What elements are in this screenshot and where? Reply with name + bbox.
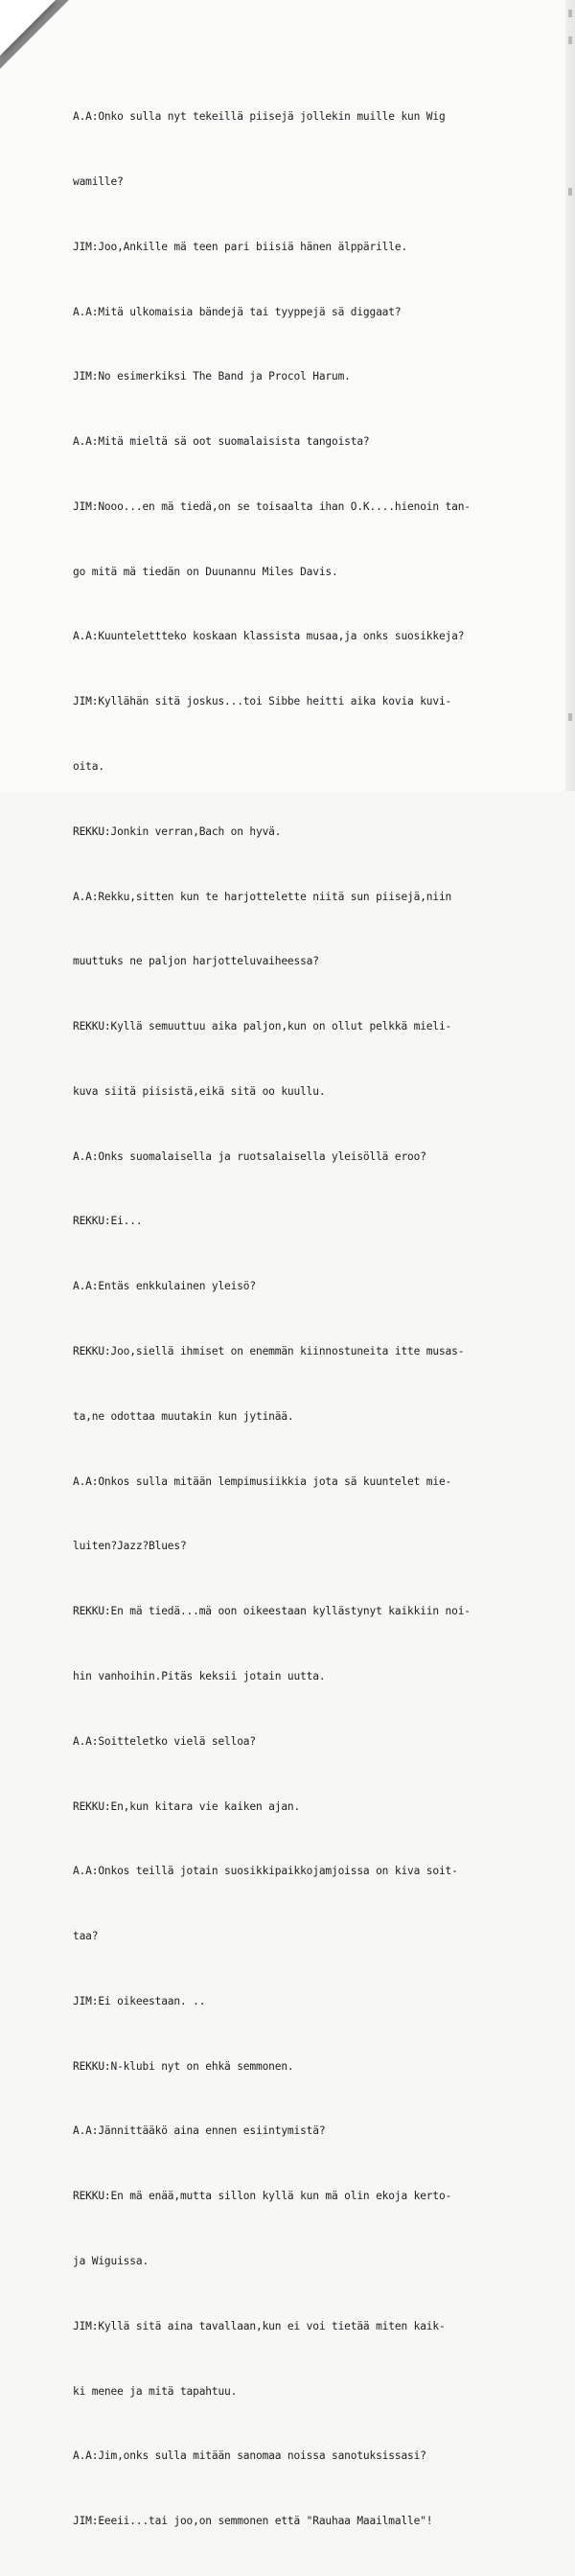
transcript-line: A.A:Mitä ulkomaisia bändejä tai tyyppejä sä diggaat?: [73, 305, 402, 318]
folded-corner: [0, 0, 56, 56]
transcript-line: hin vanhoihin.Pitäs keksii jotain uutta.: [73, 1669, 326, 1683]
transcript-line: REKKU:En,kun kitara vie kaiken ajan.: [73, 1799, 301, 1813]
transcript-line: REKKU:Jonkin verran,Bach on hyvä.: [73, 824, 282, 838]
transcript-line: A.A:Onks suomalaisella ja ruotsalaisella yleisöllä eroo?: [73, 1149, 426, 1163]
transcript-line: oita.: [73, 760, 104, 773]
edge-mark: [568, 36, 572, 44]
transcript-line: JIM:Ei oikeestaan. ..: [73, 1994, 206, 2007]
transcript-line: REKKU:Joo,siellä ihmiset on enemmän kiinnostuneita itte musas-: [73, 1345, 465, 1358]
edge-mark: [568, 713, 572, 721]
transcript-line: A.A:Entäs enkkulainen yleisö?: [73, 1280, 256, 1293]
transcript-line: REKKU:N-klubi nyt on ehkä semmonen.: [73, 2059, 294, 2073]
transcript-line: ta,ne odottaa muutakin kun jytinää.: [73, 1409, 294, 1423]
transcript-line: muuttuks ne paljon harjotteluvaiheessa?: [73, 955, 319, 968]
transcript-line: A.A:Kuuntelettteko koskaan klassista musaa,ja onks suosikkeja?: [73, 630, 465, 643]
transcript-line: A.A:Onkos teillä jotain suosikkipaikkojamjoissa on kiva soit-: [73, 1865, 458, 1878]
transcript-line: REKKU:En mä enää,mutta sillon kyllä kun mä olin ekoja kerto-: [73, 2190, 452, 2203]
transcript-line: A.A:Mitä mieltä sä oot suomalaisista tangoista?: [73, 435, 370, 449]
transcript-line: JIM:No esimerkiksi The Band ja Procol Harum.: [73, 370, 351, 383]
transcript-line: JIM:Kyllähän sitä joskus...toi Sibbe heitti aika kovia kuvi-: [73, 695, 452, 708]
transcript-line: taa?: [73, 1930, 99, 1943]
page-right-edge: [565, 0, 575, 791]
transcript-line: JIM:Nooo...en mä tiedä,on se toisaalta ihan O.K....hienoin tan-: [73, 499, 471, 513]
transcript-line: JIM:Joo,Ankille mä teen pari biisiä hänen älppärille.: [73, 240, 408, 253]
transcript-line: go mitä mä tiedän on Duunannu Miles Davis.: [73, 565, 338, 578]
transcript-line: A.A:Onko sulla nyt tekeillä piisejä jollekin muille kun Wig: [73, 110, 446, 124]
transcript-line: REKKU:Kyllä semuuttuu aika paljon,kun on ollut pelkkä mieli-: [73, 1020, 452, 1033]
transcript-line: wamille?: [73, 174, 124, 188]
interview-transcript: [73, 63, 523, 2576]
transcript-line: ki menee ja mitä tapahtuu.: [73, 2384, 238, 2398]
transcript-line: REKKU:En mä tiedä...mä oon oikeestaan kyllästynyt kaikkiin noi-: [73, 1605, 471, 1618]
edge-mark: [568, 188, 572, 196]
transcript-line: kuva siitä piisistä,eikä sitä oo kuullu.: [73, 1084, 326, 1098]
transcript-line: A.A:Rekku,sitten kun te harjottelette niitä sun piisejä,niin: [73, 890, 452, 903]
transcript-line: A.A:Soitteletko vielä selloa?: [73, 1734, 256, 1748]
transcript-line: ja Wiguissa.: [73, 2254, 150, 2267]
transcript-line: A.A:Jim,onks sulla mitään sanomaa noissa sanotuksissasi?: [73, 2449, 426, 2463]
transcript-line: REKKU:Ei...: [73, 1215, 143, 1228]
transcript-line: luiten?Jazz?Blues?: [73, 1540, 187, 1553]
transcript-line: JIM:Kyllä sitä aina tavallaan,kun ei voi tietää miten kaik-: [73, 2319, 446, 2332]
edge-mark: [568, 10, 572, 17]
transcript-line: JIM:Eeeii...tai joo,on semmonen että "Rauhaa Maailmalle"!: [73, 2515, 433, 2528]
transcript-line: A.A:Onkos sulla mitään lempimusiikkia jota sä kuuntelet mie-: [73, 1474, 452, 1488]
transcript-line: A.A:Jännittääkö aina ennen esiintymistä?: [73, 2124, 326, 2138]
